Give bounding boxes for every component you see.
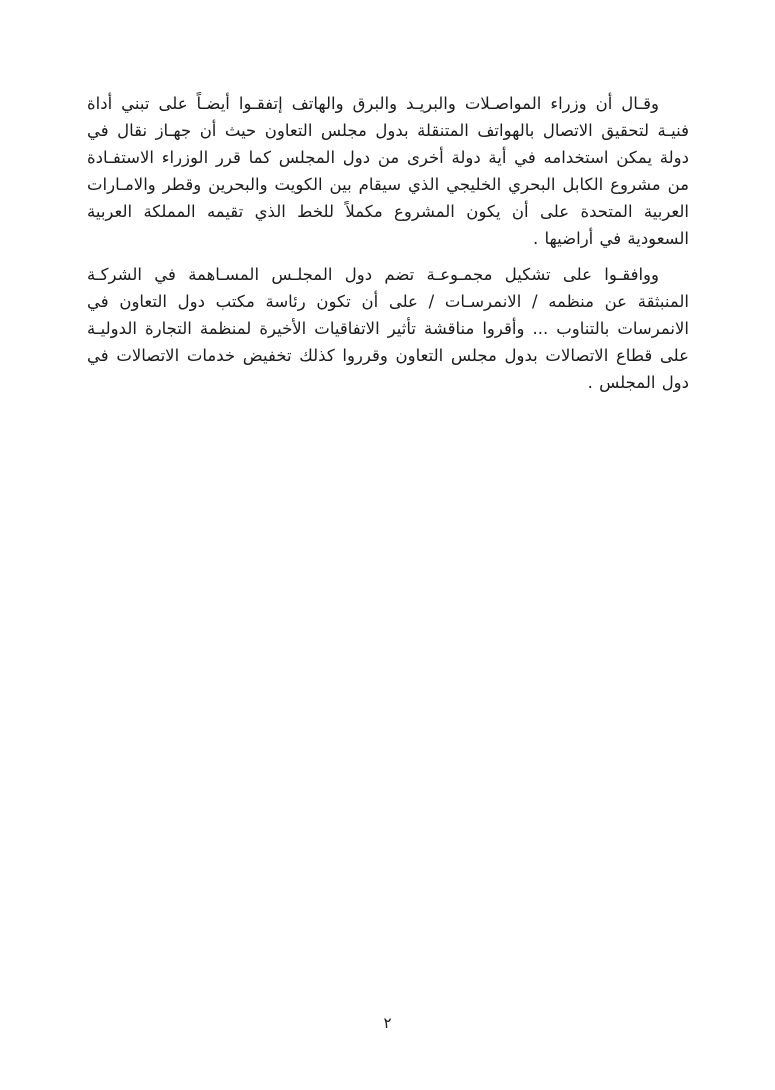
paragraph-1: وقـال أن وزراء المواصـلات والبريـد والبرق والهاتف إتفقـوا أيضـاً على تبني أداة فنيـة لتحقيق الاتصال بالهواتف المتنقلة بدول مجلس التعاون حيث أن جهـاز نقال في دولة يمكن استخدامه في أية دولة أخرى من دول المجلس كما قرر الوزراء الاستفـادة من مشروع الكابل البحري الخليجي الذي سيقام بين الكويت والبحرين وقطر والامـارات العربية المتحدة على أن يكون المشروع مكملاً للخط الذي تقيمه المملكة العربية السعودية في أراضيها . (87, 94, 689, 248)
paragraph-2: ووافقـوا على تشكيل مجمـوعـة تضم دول المجلـس المسـاهمة في الشركـة المنبثقة عن منظمه / الانمرسـات / على أن تكون رئاسة مكتب دول التعاون في الانمرسات بالتناوب ... وأقروا مناقشة تأثير الاتفاقيات الأخيرة لمنظمة التجارة الدوليـة على قطاع الاتصالات بدول مجلس التعاون وقرروا كذلك تخفيض خدمات الاتصالات في دول المجلس . (87, 265, 689, 392)
body-text (87, 90, 689, 405)
page-number: ٢ (383, 1014, 392, 1032)
